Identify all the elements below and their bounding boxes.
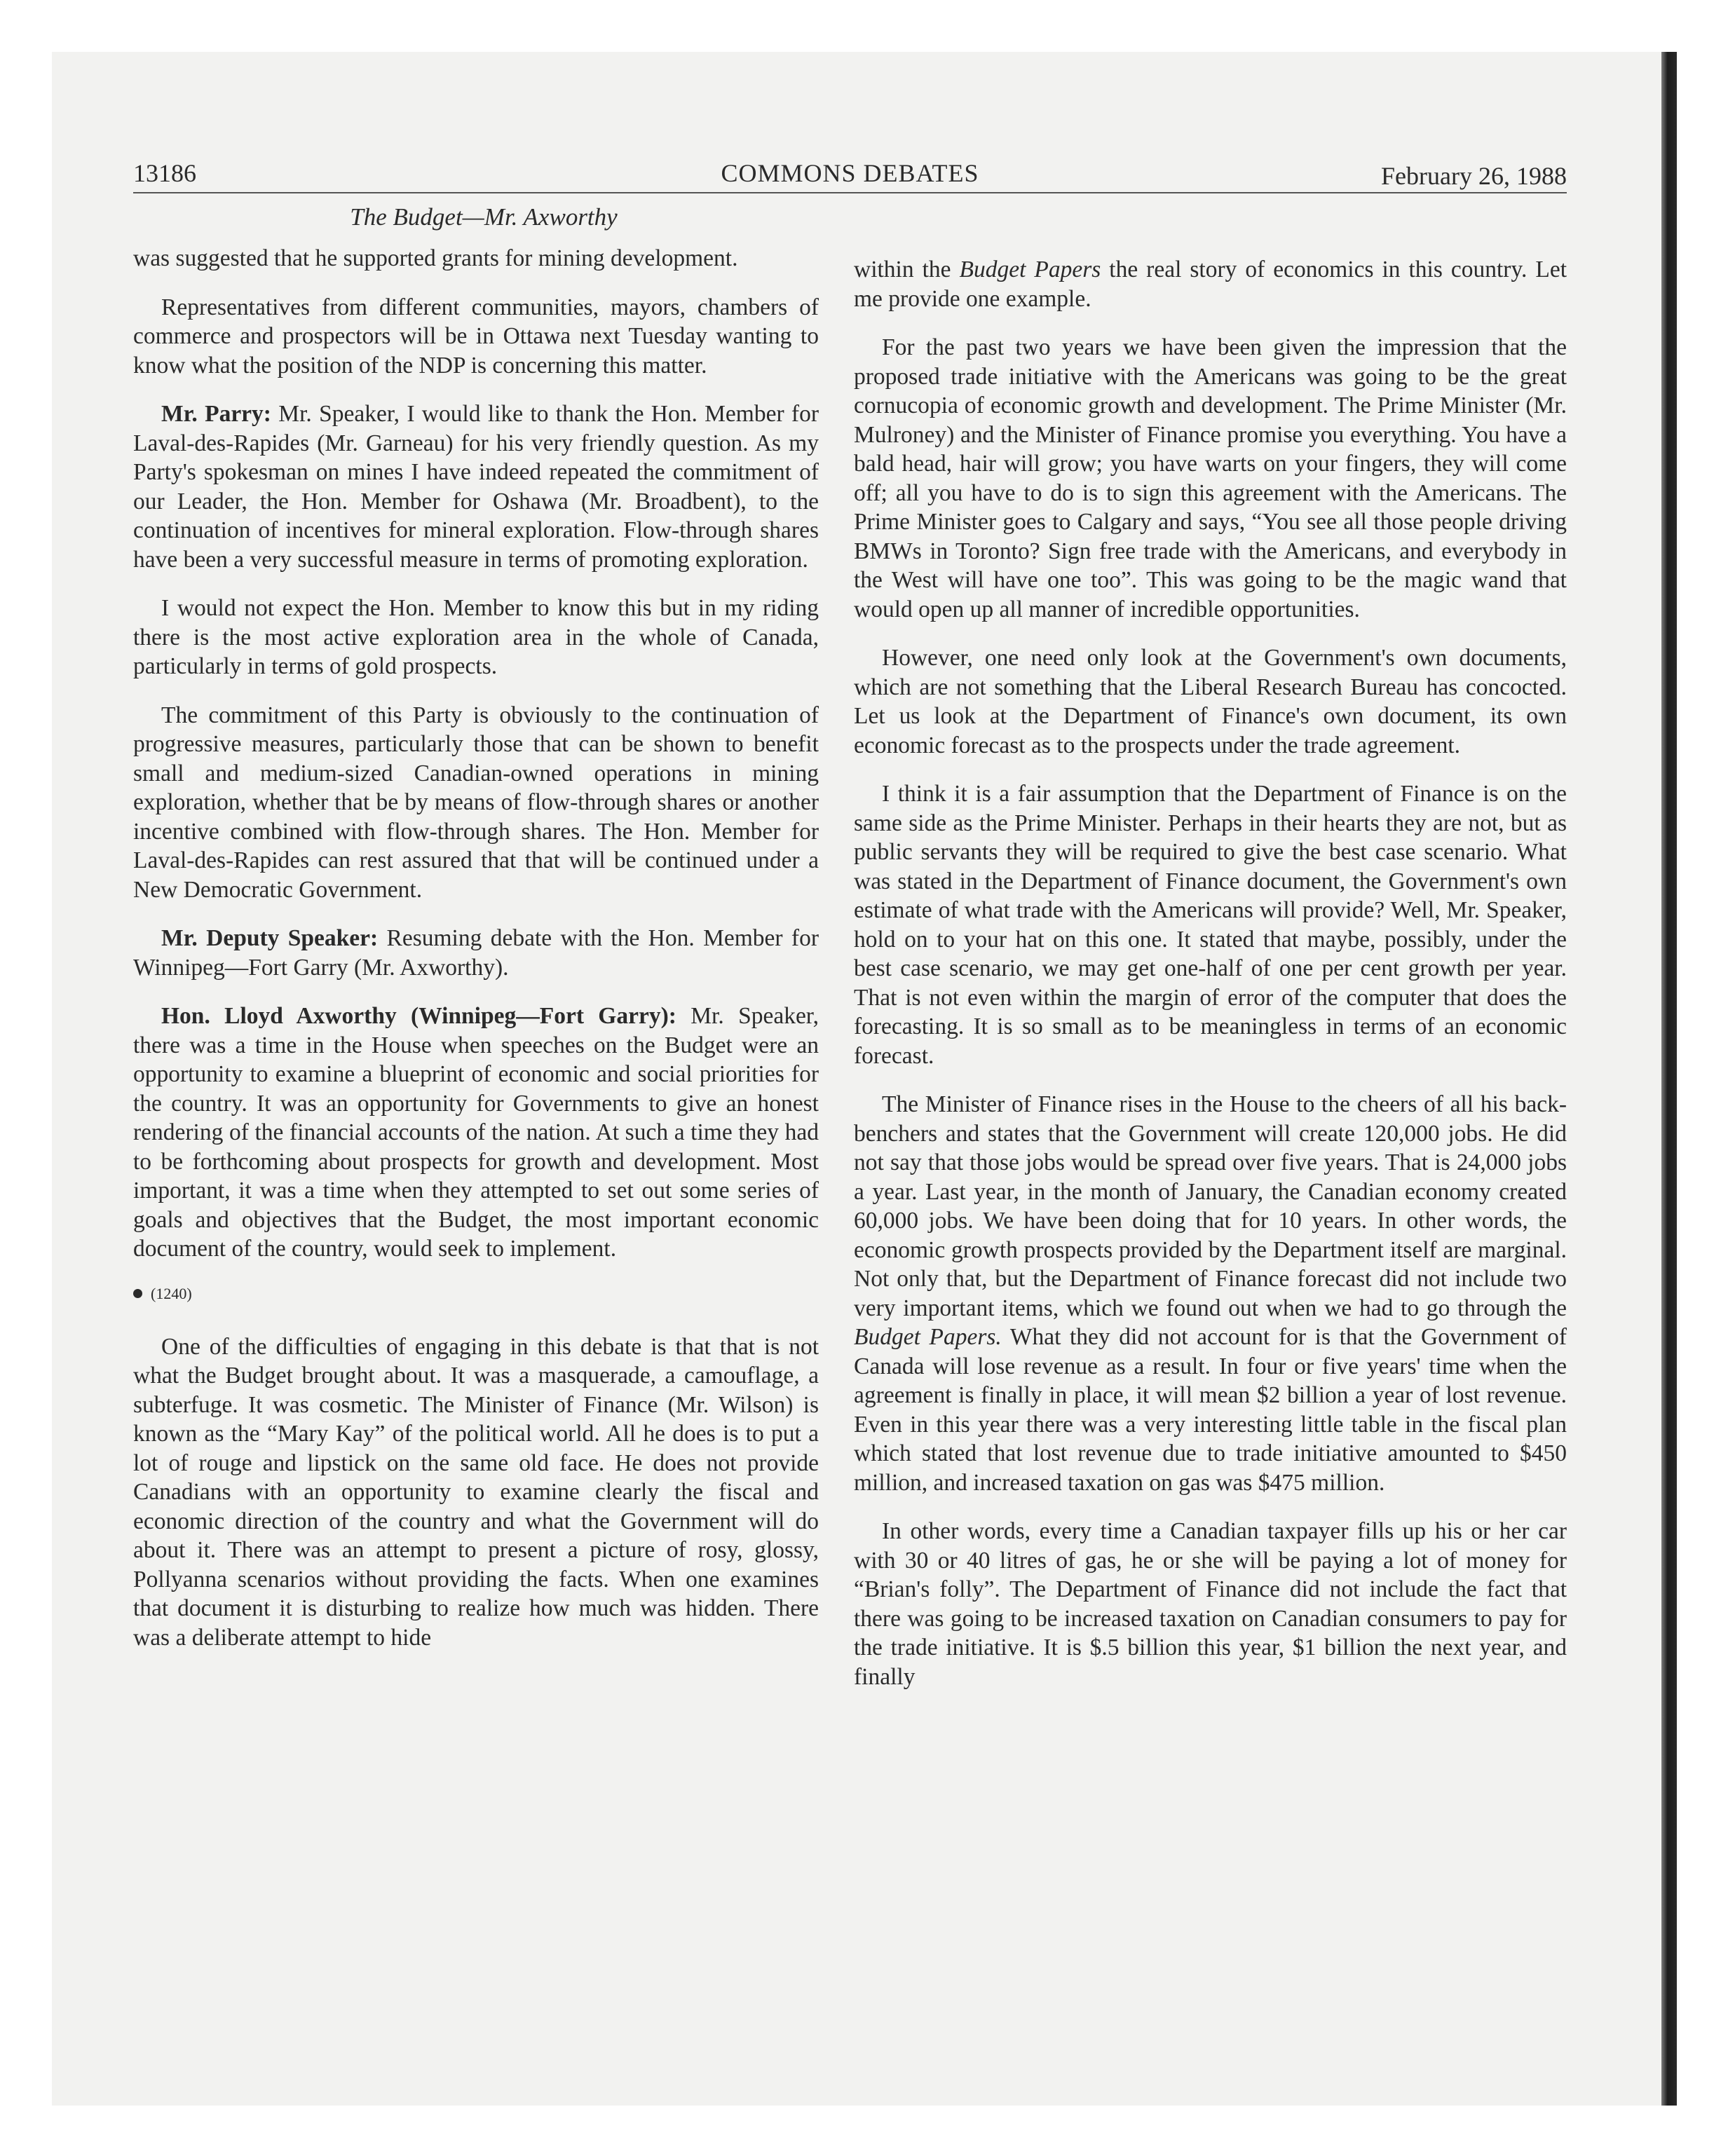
paragraph: I would not expect the Hon. Member to know this but in my riding there is the most active exploration area in the whole of Canada, particularly in terms of gold prospects. — [133, 595, 819, 679]
paragraph — [133, 1002, 819, 1264]
paragraph: However, one need only look at the Government's own documents, which are not something that the Liberal Research Bureau has concocted. Let us look at the Department of Finance's own document, its own economic forecast as to the prospects under the trade agreement. — [854, 645, 1567, 758]
publication-title: COMMONS DEBATES — [721, 159, 979, 187]
speech-text: Mr. Speaker, there was a time in the House when speeches on the Budget were an opportunity to examine a blueprint of economic and social priorities for the country. It was an opportunity for Governments to give an honest rendering of the financial accounts of the nation. At such a time they had to be forthcoming about prospects for growth and development. Most important, it was a time when they attempted to set out some series of goals and objectives that the Budget, the most important economic document of the country, would seek to implement. — [133, 1003, 819, 1262]
speech-text: Mr. Speaker, I would like to thank the Hon. Member for Laval-des-Rapides (Mr. Garneau) for his very friendly question. As my Party's spokesman on mines I have indeed repeated the commitment of our Leader, the Hon. Member for Oshawa (Mr. Broadbent), to the continuation of incentives for mineral exploration. Flow-through shares have been a very successful measure in terms of promoting exploration. — [133, 401, 819, 573]
right-column — [854, 255, 1567, 1711]
page-number: 13186 — [133, 159, 196, 187]
text-run: The Minister of Finance rises in the House to the cheers of all his back-benchers and states that the Government will create 120,000 jobs. He did not say that those jobs would be spread over five years. That is 24,000 jobs a year. Last year, in the month of January, the Canadian economy created 60,000 jobs. We have been doing that for 10 years. In other words, the economic growth prospects provided by the Department itself are marginal. Not only that, but the Department of Finance forecast did not include two very important items, which we found out when we had to go through the — [854, 1091, 1567, 1321]
speaker-name: Hon. Lloyd Axworthy (Winnipeg—Fort Garry): — [161, 1003, 676, 1029]
page-header — [133, 150, 1567, 193]
speaker-name: Mr. Parry: — [161, 401, 271, 427]
paragraph: One of the difficulties of engaging in this debate is that that is not what the Budget brought about. It was a masquerade, a camouflage, a subterfuge. It was cosmetic. The Minister of Finance (Mr. Wilson) is known as the “Mary Kay” of the political world. All he does is to put a lot of rouge and lipstick on the same old face. He does not provide Canadians with an opportunity to examine clearly the fiscal and economic direction of the country and what the Government will do about it. There was an attempt to present a picture of rosy, glossy, Pollyanna scenarios without providing the facts. When one examines that document it is disturbing to realize how much was hidden. There was a deliberate attempt to hide — [133, 1333, 819, 1651]
paragraph: I think it is a fair assumption that the Department of Finance is on the same side as the Prime Minister. Perhaps in their hearts they are not, but as public servants they will be required to give the best case scenario. What was stated in the Department of Finance document, the Government's own estimate of what trade with the Americans will provide? Well, Mr. Speaker, hold on to your hat on this one. It stated that maybe, possibly, under the best case scenario, we may get one-half of one per cent growth per year. That is not even within the margin of error of the computer that does the forecasting. It is so small as to be meaningless in terms of an economic forecast. — [854, 781, 1567, 1069]
publication-date: February 26, 1988 — [1381, 162, 1567, 190]
paragraph — [854, 255, 1567, 313]
paragraph — [133, 400, 819, 574]
paragraph: In other words, every time a Canadian taxpayer fills up his or her car with 30 or 40 litres of gas, he or she will be paying a lot of money for “Brian's folly”. The Department of Finance did not include the fact that there was going to be increased taxation on Canadian consumers to pay for the trade initiative. It is $.5 billion this year, $1 billion the next year, and finally — [854, 1518, 1567, 1690]
page-edge-shadow — [1661, 52, 1677, 2106]
paragraph: was suggested that he supported grants for mining development. — [133, 245, 738, 271]
running-head: The Budget—Mr. Axworthy — [350, 203, 618, 231]
time-stamp-text: (1240) — [151, 1284, 192, 1302]
paragraph: The commitment of this Party is obviously to the continuation of progressive measures, particularly those that can be shown to benefit small and medium-sized Canadian-owned operations in mining exploration, whether that be by means of flow-through shares or another incentive combined with flow-through shares. The Hon. Member for Laval-des-Rapides can rest assured that that will be continued under a New Democratic Government. — [133, 702, 819, 903]
speaker-name: Mr. Deputy Speaker: — [161, 925, 379, 951]
text-run: within the — [854, 257, 951, 282]
paragraph: For the past two years we have been given the impression that the proposed trade initiative with the Americans was going to be the great cornucopia of economic growth and development. The Prime Minister (Mr. Mulroney) and the Minister of Finance promise you everything. You have a bald head, hair will grow; you have warts on your fingers, they will come off; all you have to do is to sign this agreement with the Americans. The Prime Minister goes to Calgary and says, “You see all those people driving BMWs in Toronto? Sign free trade with the Americans, and everybody in the West will have one too”. This was going to be the magic wand that would open up all manner of incredible opportunities. — [854, 334, 1567, 622]
speech-text: Resuming debate with the Hon. Member for Winnipeg—Fort Garry (Mr. Axworthy). — [133, 925, 819, 981]
italic-title: Budget Papers. — [854, 1324, 1002, 1350]
paragraph — [854, 1090, 1567, 1497]
text-run: the real story of economics in this country. Let me provide one example. — [854, 257, 1567, 312]
left-column — [133, 244, 819, 1672]
bullet-icon — [133, 1289, 142, 1298]
paragraph — [133, 924, 819, 982]
paragraph: Representatives from different communities, mayors, chambers of commerce and prospectors will be in Ottawa next Tuesday wanting to know what the position of the NDP is concerning this matter. — [133, 294, 819, 378]
time-stamp — [133, 1283, 819, 1304]
text-run: What they did not account for is that the Government of Canada will lose revenue as a result. In four or five years' time when the agreement is finally in place, it will mean $2 billion a year of lost revenue. Even in this year there was a very interesting little table in the fiscal plan which stated that lost revenue due to trade initiative amounted to $450 million, and increased taxation on gas was $475 million. — [854, 1324, 1567, 1496]
italic-title: Budget Papers — [959, 257, 1101, 282]
